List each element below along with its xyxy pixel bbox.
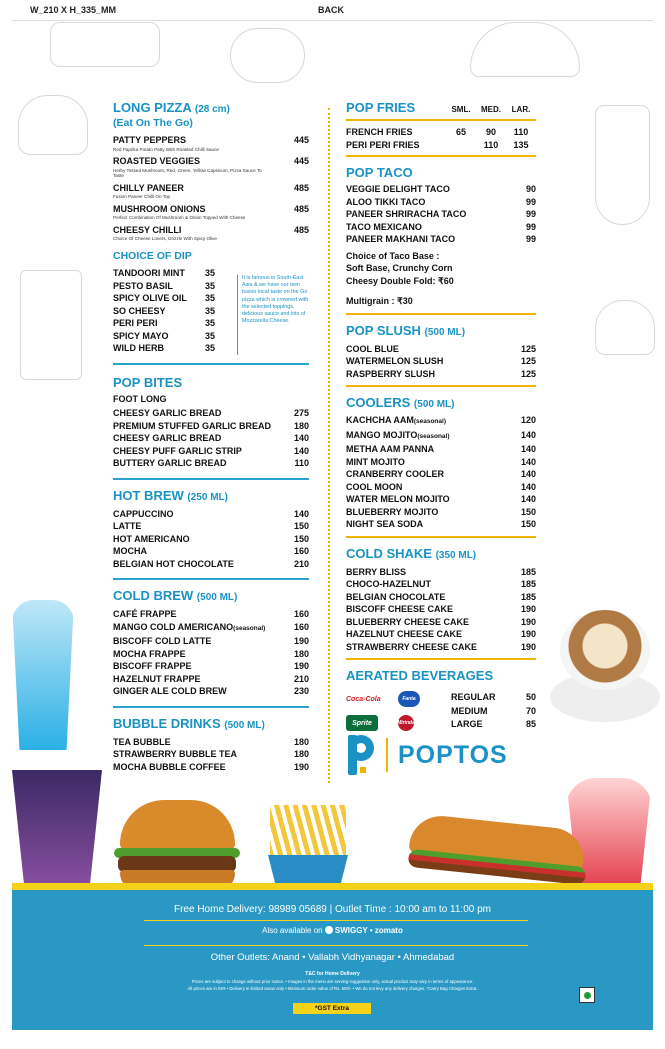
item-name: WATERMELON SLUSH <box>346 356 444 366</box>
item-price-med: 110 <box>483 139 499 150</box>
item-tag: (seasonal) <box>413 418 446 425</box>
item-name: PANEER SHRIRACHA TACO <box>346 209 467 219</box>
item-name: CHEESY GARLIC BREAD <box>113 433 222 444</box>
menu-item <box>113 182 309 195</box>
size-price: 70 <box>525 705 536 716</box>
item-name: CHEESY PUFF GARLIC STRIP <box>113 445 242 456</box>
item-price: 275 <box>293 408 309 419</box>
pop-bites-section <box>113 375 309 480</box>
mirinda-logo: Mirinda <box>398 715 414 731</box>
item-name: RASPBERRY SLUSH <box>346 368 436 379</box>
item-price-med: 90 <box>485 127 496 137</box>
size-name: LARGE <box>451 719 483 729</box>
item-name: BLUEBERRY CHEESE CAKE <box>346 616 470 627</box>
item-description: Perfect Combination Of Mushroom & Onion Topped With Cheese <box>113 215 246 221</box>
item-name: BISCOFF CHEESE CAKE <box>346 604 454 614</box>
item-price: 190 <box>293 761 309 772</box>
menu-item <box>346 641 536 654</box>
item-description: Herby Tossed Mushroom, Red, Green, Yellow Capsicum, Pizza Sauce To Taste <box>113 167 262 179</box>
section-title: AERATED BEVERAGES <box>346 668 494 683</box>
menu-item <box>346 518 536 531</box>
item-name: MANGO MOJITO <box>346 429 418 440</box>
footer <box>12 890 653 1030</box>
menu-item <box>346 456 536 469</box>
menu-item <box>113 685 309 698</box>
menu-item <box>346 603 536 616</box>
available-on: Also available on SWIGGY • zomato <box>262 926 403 935</box>
item-name: PESTO BASIL <box>113 280 173 291</box>
section-rule <box>346 155 536 157</box>
section-title: HOT BREW (250 ML) <box>113 487 228 503</box>
section-rule <box>113 478 309 480</box>
hot-brew-section <box>113 488 309 581</box>
item-price: 140 <box>293 433 309 444</box>
menu-item <box>346 481 536 494</box>
item-price-sml: 65 <box>455 127 466 137</box>
item-price: 110 <box>294 458 309 469</box>
item-price-lar: 135 <box>513 139 529 150</box>
item-price-lar: 110 <box>513 127 529 137</box>
item-price: 99 <box>525 221 536 232</box>
item-name: LATTE <box>113 521 142 532</box>
size-price: 85 <box>525 719 536 729</box>
menu-item <box>113 673 309 686</box>
size-item <box>451 691 536 705</box>
right-column <box>346 100 536 732</box>
menu-item <box>346 355 536 368</box>
coolers-list <box>346 414 536 531</box>
item-price: 150 <box>293 533 309 544</box>
left-column <box>113 100 309 773</box>
item-name: BISCOFF COLD LATTE <box>113 636 212 647</box>
print-side-label: BACK <box>318 5 344 15</box>
item-price: 180 <box>293 648 309 659</box>
item-price: 140 <box>520 481 536 492</box>
item-price: 35 <box>204 318 215 329</box>
brand-name: POPTOS <box>398 740 508 769</box>
item-name: ROASTED VEGGIES <box>113 156 201 167</box>
size-name: MEDIUM <box>451 705 488 716</box>
menu-item <box>346 368 536 381</box>
menu-item <box>346 414 536 429</box>
item-price: 90 <box>525 184 536 194</box>
item-name: MANGO COLD AMERICANO <box>113 621 234 632</box>
item-price: 180 <box>293 749 309 760</box>
item-name: MOCHA FRAPPE <box>113 648 186 659</box>
section-title: POP FRIES <box>346 100 416 115</box>
fries-sketch-icon <box>50 22 160 67</box>
item-name: CHEESY GARLIC BREAD <box>113 408 222 419</box>
tc-line: Prices are subject to change without prior notice. • Images in the menu are serving suggestion only, actual product may vary in terms of appearance. <box>191 979 474 984</box>
item-name: MOCHA BUBBLE COFFEE <box>113 761 226 772</box>
taco-list <box>346 183 536 246</box>
item-name: FRENCH FRIES <box>346 127 413 137</box>
item-price: 150 <box>293 521 309 532</box>
item-price: 210 <box>293 558 309 569</box>
item-price: 35 <box>204 280 215 291</box>
item-name: PATTY PEPPERS <box>113 135 187 145</box>
menu-item <box>113 660 309 673</box>
long-pizza-section <box>113 100 309 242</box>
fries-sketch-icon <box>20 270 82 380</box>
item-name: TEA BUBBLE <box>113 736 171 747</box>
pop-slush-section <box>346 323 536 388</box>
menu-item <box>113 533 309 546</box>
other-outlets: Other Outlets: Anand • Vallabh Vidhyanagar • Ahmedabad <box>210 952 455 963</box>
item-name: WATER MELON MOJITO <box>346 494 450 504</box>
menu-item <box>346 443 536 456</box>
menu-item <box>113 748 309 761</box>
slush-list <box>346 343 536 381</box>
item-price: 160 <box>293 546 309 557</box>
item-name: CAPPUCCINO <box>113 508 174 519</box>
menu-item <box>113 280 215 293</box>
dip-note: It is famous in South-East Asia & we have our own fusion local taste on the Go pizza which is crowned with the selected toppings, delicious sauce and lots of Mozzarella Cheese. <box>237 275 309 355</box>
item-price: 125 <box>520 356 536 366</box>
item-price: 120 <box>520 415 536 425</box>
menu-item <box>113 420 309 433</box>
aerated-section <box>346 668 536 732</box>
hot-brew-list <box>113 508 309 571</box>
item-price: 180 <box>293 420 309 431</box>
burger-sketch-icon <box>470 22 580 77</box>
item-price: 230 <box>293 686 309 697</box>
item-name: CHOCO-HAZELNUT <box>346 579 431 589</box>
menu-item <box>113 432 309 445</box>
item-price: 35 <box>204 343 215 354</box>
item-name: PREMIUM STUFFED GARLIC BREAD <box>113 420 271 431</box>
burger-sketch-icon <box>595 300 655 355</box>
menu-item <box>113 305 215 318</box>
menu-item <box>113 317 215 330</box>
item-name: BERRY BLISS <box>346 566 407 577</box>
menu-item <box>346 578 536 591</box>
section-title: COLD BREW (500 ML) <box>113 588 238 604</box>
swiggy-icon <box>325 926 333 934</box>
menu-item <box>113 520 309 533</box>
list-subhead: FOOT LONG <box>113 393 167 404</box>
section-rule <box>113 578 309 580</box>
item-price: 99 <box>525 196 536 207</box>
item-price: 125 <box>520 368 536 379</box>
item-description: Choice Of Cheese Lovers, Drizzle With Spicy Olive <box>113 236 217 242</box>
menu-item <box>113 457 309 470</box>
item-price: 140 <box>293 508 309 519</box>
coca-cola-logo: Coca-Cola <box>346 695 381 703</box>
item-name: BISCOFF FRAPPE <box>113 661 192 672</box>
item-name: BELGIAN HOT CHOCOLATE <box>113 558 234 569</box>
item-price: 160 <box>293 609 309 620</box>
item-price: 35 <box>204 268 215 279</box>
burger-sketch-icon <box>18 95 88 155</box>
item-description: Fusion Paneer Chilli On Top <box>113 194 171 200</box>
pizza-sketch-icon <box>230 28 305 83</box>
item-name: GINGER ALE COLD BREW <box>113 686 227 697</box>
dip-list <box>113 267 215 355</box>
menu-item <box>113 134 309 147</box>
item-name: TACO MEXICANO <box>346 221 422 232</box>
bubble-section <box>113 716 309 774</box>
item-tag: (seasonal) <box>417 432 450 440</box>
menu-item <box>346 566 536 579</box>
menu-item <box>346 343 536 356</box>
delivery-info: Free Home Delivery: 98989 05689 | Outlet Time : 10:00 am to 11:00 pm <box>173 904 492 915</box>
item-name: METHA AAM PANNA <box>346 444 435 454</box>
item-price: 190 <box>293 636 309 647</box>
item-price: 190 <box>520 641 536 652</box>
footer-rule <box>144 945 528 946</box>
bubble-list <box>113 736 309 774</box>
item-price: 190 <box>293 661 309 672</box>
item-price: 190 <box>520 629 536 639</box>
menu-item <box>346 628 536 641</box>
pop-taco-section <box>346 165 536 315</box>
veg-symbol-icon <box>579 987 595 1003</box>
item-price: 99 <box>525 234 536 244</box>
item-name: SPICY OLIVE OIL <box>113 293 187 304</box>
brand-separator <box>386 738 388 772</box>
item-name: MOCHA <box>113 546 147 557</box>
item-name: BUTTERY GARLIC BREAD <box>113 458 227 469</box>
pizza-list <box>113 134 309 242</box>
item-price: 445 <box>293 135 309 145</box>
size-name: REGULAR <box>451 692 496 702</box>
brand-logo <box>346 733 508 777</box>
menu-item <box>113 203 309 216</box>
section-title: BUBBLE DRINKS (500 ML) <box>113 715 265 731</box>
menu-item <box>113 407 309 420</box>
section-rule <box>113 363 309 365</box>
menu-item <box>113 267 215 280</box>
item-name: BLUEBERRY MOJITO <box>346 506 439 517</box>
pop-fries-section <box>346 100 536 157</box>
item-price: 35 <box>204 305 215 316</box>
item-name: COOL BLUE <box>346 343 399 354</box>
item-price: 485 <box>293 182 309 193</box>
coolers-section <box>346 395 536 538</box>
item-price: 150 <box>520 506 536 517</box>
menu-item <box>113 635 309 648</box>
item-name: PERI PERI <box>113 318 158 329</box>
section-rule <box>346 313 536 315</box>
menu-item <box>113 508 309 521</box>
item-tag: (seasonal) <box>233 624 266 632</box>
size-columns: SML. MED. LAR. <box>451 105 531 114</box>
item-price: 35 <box>204 293 215 304</box>
menu-item <box>346 506 536 519</box>
menu-item <box>113 736 309 749</box>
item-price: 485 <box>293 224 309 235</box>
menu-item <box>113 648 309 661</box>
menu-item <box>113 621 309 636</box>
menu-item <box>346 126 536 139</box>
menu-item <box>113 330 215 343</box>
section-title: POP BITES <box>113 374 183 390</box>
section-title: POP TACO <box>346 165 413 180</box>
cappuccino-image <box>560 610 650 690</box>
cold-brew-section <box>113 588 309 708</box>
section-rule <box>113 706 309 708</box>
tc-line: All prices are in INR • Delivery in limited areas only • Minimum order value of Rs. 500/- • We do not levy any delivery charges. *Carry Bag Charges Extra. <box>187 986 478 991</box>
item-price: 485 <box>293 203 309 214</box>
berry-shake-image <box>12 770 102 890</box>
item-price: 185 <box>520 579 536 589</box>
item-name: CHILLY PANEER <box>113 182 184 193</box>
menu-item <box>346 493 536 506</box>
item-price: 140 <box>520 469 536 479</box>
item-price: 140 <box>520 429 536 440</box>
menu-item <box>113 608 309 621</box>
taco-base-options: Soft Base, Crunchy Corn <box>346 263 453 273</box>
section-title: POP SLUSH (500 ML) <box>346 322 466 338</box>
menu-item <box>346 429 536 444</box>
item-name: CAFÉ FRAPPE <box>113 609 177 620</box>
fries-list <box>346 126 536 151</box>
item-name: STRAWBERRY BUBBLE TEA <box>113 749 238 760</box>
item-name: HOT AMERICANO <box>113 533 190 544</box>
bites-list <box>113 407 309 470</box>
item-price: 35 <box>204 330 215 341</box>
item-name: TANDOORI MINT <box>113 268 185 279</box>
item-name: CHEESY CHILLI <box>113 224 182 235</box>
item-name: COOL MOON <box>346 481 403 492</box>
item-name: MUSHROOM ONIONS <box>113 203 206 214</box>
menu-item <box>113 761 309 774</box>
footer-rule <box>144 920 528 921</box>
menu-item <box>113 445 309 458</box>
print-size-label: W_210 X H_335_MM <box>30 5 117 15</box>
item-name: MINT MOJITO <box>346 456 405 467</box>
item-price: 150 <box>520 519 536 529</box>
item-name: KACHCHA AAM <box>346 415 414 425</box>
cold-shake-section <box>346 546 536 661</box>
item-price: 140 <box>520 494 536 504</box>
item-price: 125 <box>520 343 536 354</box>
trim-line <box>12 20 653 21</box>
menu-item <box>113 155 309 168</box>
item-description: Red Paprika Potato Patty With Roasted Chilli Sauce <box>113 146 219 152</box>
footer-yellow-band <box>12 883 653 890</box>
item-price: 140 <box>520 456 536 467</box>
taco-base-title: Choice of Taco Base : <box>346 250 440 261</box>
section-rule <box>346 385 536 387</box>
menu-item <box>346 196 536 209</box>
menu-item <box>346 233 536 246</box>
gst-badge: *GST Extra <box>293 1003 371 1014</box>
size-price: 50 <box>525 692 536 702</box>
item-name: WILD HERB <box>113 343 164 354</box>
menu-item <box>113 545 309 558</box>
section-title: COLD SHAKE (350 ML) <box>346 545 477 561</box>
blue-slush-image <box>12 600 74 750</box>
section-tagline: (Eat On The Go) <box>113 117 193 129</box>
shake-list <box>346 566 536 654</box>
item-price: 160 <box>293 621 309 632</box>
section-rule <box>346 536 536 538</box>
cold-brew-list <box>113 608 309 698</box>
dip-section <box>113 250 309 365</box>
item-name: HAZELNUT CHEESE CAKE <box>346 629 463 639</box>
menu-item <box>346 208 536 221</box>
menu-item <box>346 616 536 629</box>
item-name: PERI PERI FRIES <box>346 139 420 150</box>
item-name: HAZELNUT FRAPPE <box>113 673 201 684</box>
item-name: NIGHT SEA SODA <box>346 519 424 529</box>
multigrain: Multigrain : ₹30 <box>346 296 413 306</box>
menu-item <box>113 342 215 355</box>
menu-item <box>113 558 309 571</box>
item-price: 140 <box>293 445 309 456</box>
menu-item <box>346 139 536 152</box>
item-name: SO CHEESY <box>113 305 166 316</box>
item-name: CRANBERRY COOLER <box>346 469 445 479</box>
cheesy-fold: Cheesy Double Fold: ₹60 <box>346 275 454 286</box>
item-name: SPICY MAYO <box>113 330 169 341</box>
soda-logos <box>346 691 441 732</box>
section-rule <box>346 658 536 660</box>
item-name: ALOO TIKKI TACO <box>346 196 426 207</box>
section-title: CHOICE OF DIP <box>113 250 192 263</box>
item-price: 210 <box>293 673 309 684</box>
burger-image <box>120 800 235 850</box>
menu-item <box>346 591 536 604</box>
item-price: 445 <box>293 156 309 167</box>
menu-item <box>346 468 536 481</box>
fanta-logo: Fanta <box>398 691 420 707</box>
section-rule <box>346 119 536 121</box>
item-name: STRAWBERRY CHEESE CAKE <box>346 641 478 652</box>
menu-item <box>346 183 536 196</box>
item-price: 190 <box>520 616 536 627</box>
item-price: 185 <box>520 591 536 602</box>
menu-item <box>113 292 215 305</box>
menu-item <box>113 224 309 237</box>
item-price-sml <box>446 139 476 152</box>
size-item <box>451 718 536 732</box>
item-price: 180 <box>293 736 309 747</box>
section-title: LONG PIZZA (28 cm) <box>113 100 230 115</box>
item-price: 190 <box>520 604 536 614</box>
drink-sketch-icon <box>595 105 650 225</box>
size-item <box>451 705 536 719</box>
item-price: 99 <box>525 209 536 219</box>
item-name: BELGIAN CHOCOLATE <box>346 591 446 602</box>
beverage-sizes <box>441 691 536 732</box>
item-price: 140 <box>520 444 536 454</box>
tc-title: T&C for Home Delivery <box>305 971 360 977</box>
fries-image <box>270 805 346 860</box>
section-title: COOLERS (500 ML) <box>346 395 455 410</box>
menu-item <box>346 221 536 234</box>
column-divider <box>328 108 330 783</box>
poptos-p-icon <box>346 733 376 777</box>
item-name: PANEER MAKHANI TACO <box>346 234 456 244</box>
item-price: 185 <box>520 566 536 577</box>
item-name: VEGGIE DELIGHT TACO <box>346 184 450 194</box>
sprite-logo: Sprite <box>346 715 378 731</box>
